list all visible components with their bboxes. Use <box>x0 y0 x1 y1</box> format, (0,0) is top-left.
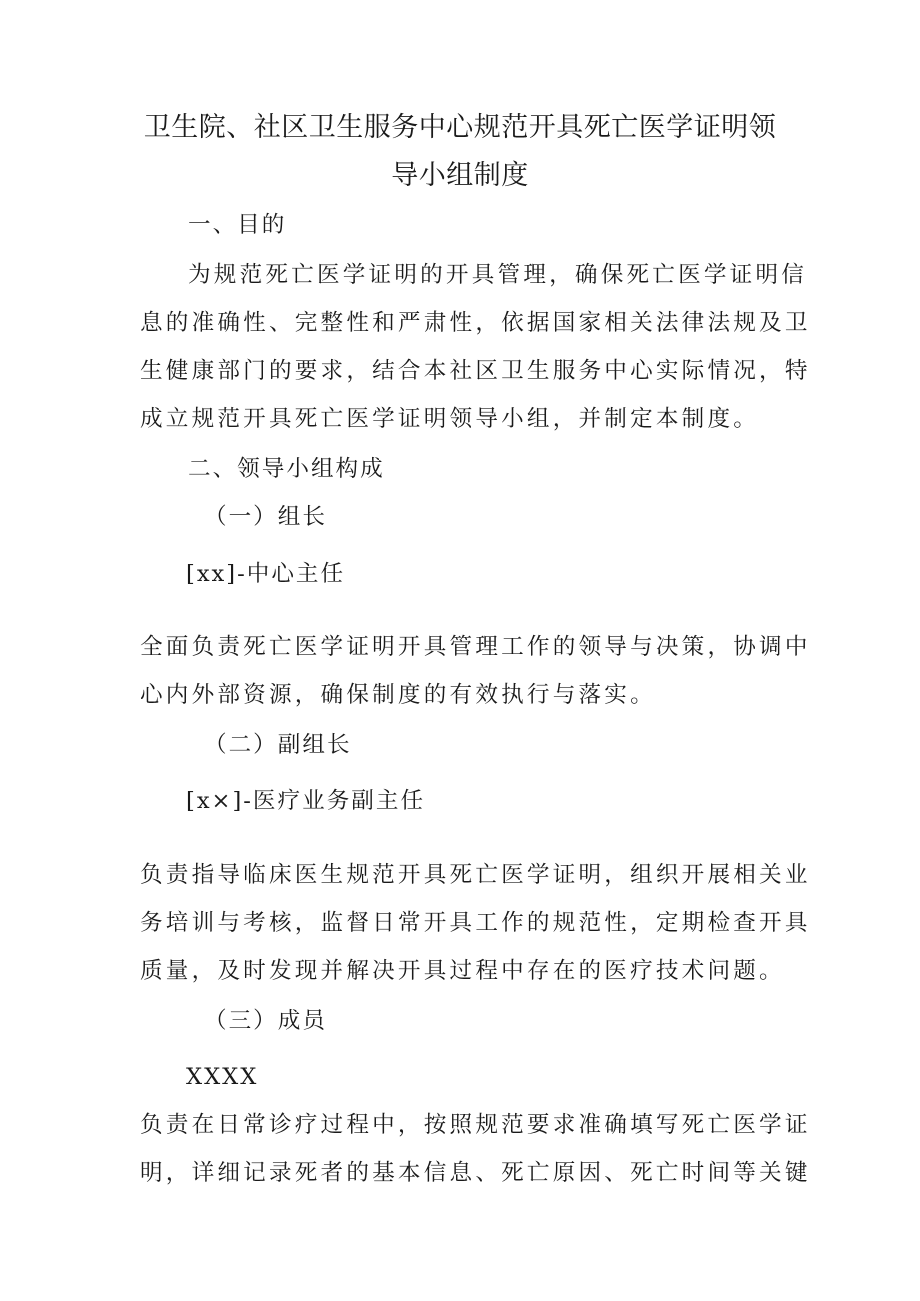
members-subheading: （三）成员 <box>204 1008 327 1034</box>
deputy-duty-line: 质量，及时发现并解决开具过程中存在的医疗技术问题。 <box>140 958 785 984</box>
deputy-duty-line: 负责指导临床医生规范开具死亡医学证明，组织开展相关业 <box>140 862 811 888</box>
document-title-line-2: 导小组制度 <box>391 160 529 191</box>
section-1-heading: 一、目的 <box>188 212 287 238</box>
leader-subheading: （一）组长 <box>204 504 327 530</box>
leader-duty-line: 全面负责死亡医学证明开具管理工作的领导与决策，协调中 <box>140 634 811 660</box>
members-duty-line: 负责在日常诊疗过程中，按照规范要求准确填写死亡医学证 <box>140 1112 811 1138</box>
paragraph-line: 为规范死亡医学证明的开具管理，确保死亡医学证明信 <box>188 262 808 288</box>
members-duty-line: 明，详细记录死者的基本信息、死亡原因、死亡时间等关键 <box>140 1160 811 1186</box>
leader-name: [xx]-中心主任 <box>186 561 346 587</box>
deputy-duty-line: 务培训与考核，监督日常开具工作的规范性，定期检查开具 <box>140 910 811 936</box>
paragraph-line: 生健康部门的要求，结合本社区卫生服务中心实际情况，特 <box>140 358 811 384</box>
paragraph-line: 成立规范开具死亡医学证明领导小组，并制定本制度。 <box>140 406 760 432</box>
deputy-subheading: （二）副组长 <box>204 732 352 758</box>
members-name: XXXX <box>186 1064 259 1090</box>
paragraph-line: 息的准确性、完整性和严肃性，依据国家相关法律法规及卫 <box>140 310 811 336</box>
deputy-name: [x×]-医疗业务副主任 <box>186 788 426 814</box>
leader-duty-line: 心内外部资源，确保制度的有效执行与落实。 <box>140 682 656 708</box>
section-2-heading: 二、领导小组构成 <box>188 456 385 482</box>
document-title-line-1: 卫生院、社区卫生服务中心规范开具死亡医学证明领 <box>143 112 777 143</box>
